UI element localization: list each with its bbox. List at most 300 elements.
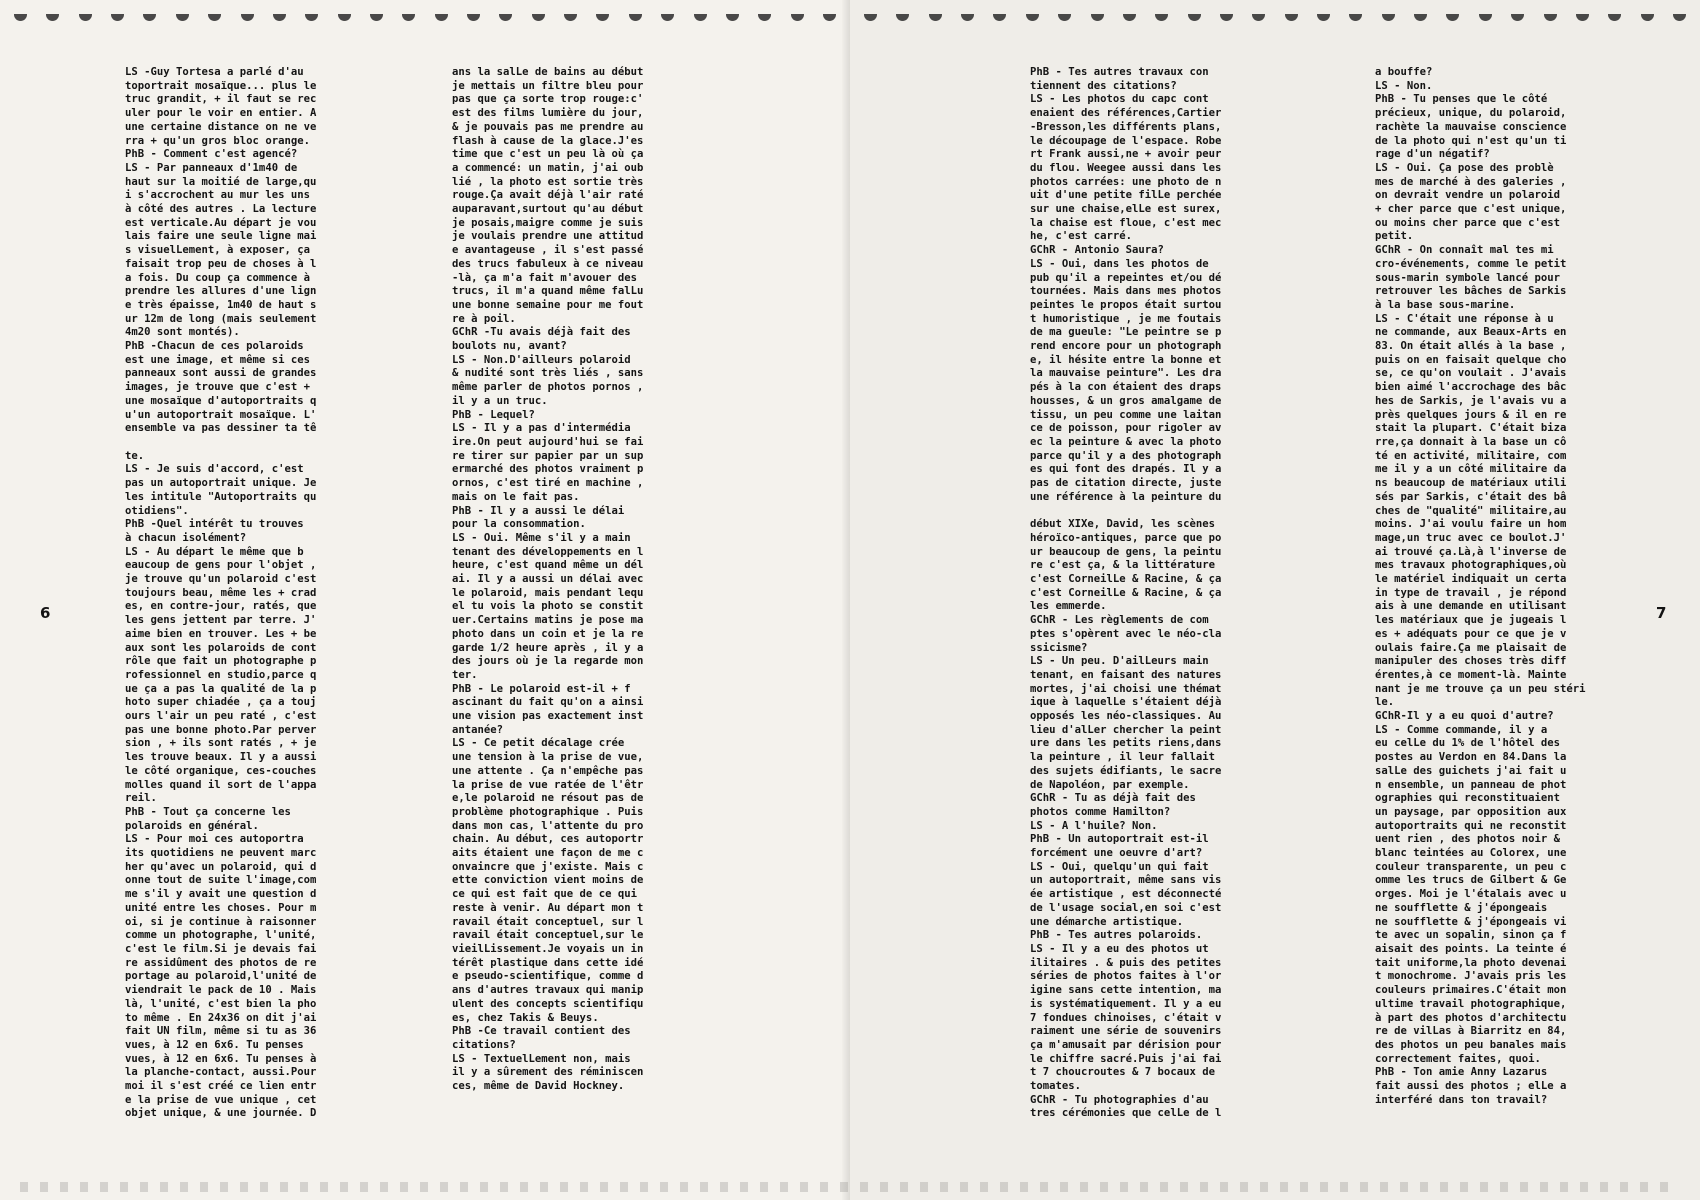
text-line: unité entre les choses. Pour m (125, 901, 317, 914)
text-line: housses, & un gros amalgame de (1030, 394, 1222, 407)
text-line: trucs, il m'a quand même falLu (452, 285, 644, 298)
text-line: ographies qui reconstituaient (1375, 792, 1560, 805)
text-line: séries de photos faites à l'or (1030, 970, 1222, 983)
text-line: de l'usage social,en soi c'est (1030, 901, 1222, 914)
text-line: re tirer sur papier par un sup (452, 449, 644, 462)
binding-hole (208, 14, 221, 21)
binding-hole (929, 14, 942, 21)
text-line: ette conviction vient moins de (452, 874, 644, 887)
text-line: uer.Certains matins je pose ma (452, 614, 644, 627)
text-line: is systématiquement. Il y a eu (1030, 997, 1222, 1010)
text-line: chain. Au début, ces autoportr (452, 833, 644, 846)
text-line: le découpage de l'espace. Robe (1030, 134, 1222, 147)
column-4 (1375, 66, 1675, 1176)
binding-hole (993, 14, 1006, 21)
text-line: érentes,à ce moment-là. Mainte (1375, 668, 1567, 681)
text-line: une certaine distance on ne ve (125, 120, 317, 133)
text-line: re c'est ça, & la littérature (1030, 559, 1215, 572)
text-line: t monochrome. J'avais pris les (1375, 970, 1567, 983)
binding-hole (1058, 14, 1071, 21)
text-line: dans mon cas, l'attente du pro (452, 819, 644, 832)
text-line: ultime travail photographique, (1375, 997, 1567, 1010)
binding-hole (823, 14, 836, 21)
binding-hole (435, 14, 448, 21)
text-line: petit. (1375, 230, 1414, 243)
text-line: LS - Non. (1375, 79, 1433, 92)
text-line: eaucoup de gens pour l'objet , (125, 559, 317, 572)
text-line: problème photographique . Puis (452, 805, 644, 818)
text-line: une mosaïque d'autoportraits q (125, 394, 317, 407)
text-line: la prise de vue ratée de l'êtr (452, 778, 644, 791)
text-line: le matériel indiquait un certa (1375, 573, 1567, 586)
text-line: LS - Oui. Ça pose des problè (1375, 161, 1554, 174)
text-line: tissu, un peu comme une laitan (1030, 408, 1222, 421)
text-line: c'est le film.Si je devais fai (125, 943, 317, 955)
text-line: es qui font des drapés. Il y a (1030, 463, 1222, 476)
text-line: PhB - Lequel? (452, 408, 535, 421)
text-line: rra + qu'un gros bloc orange. (125, 134, 310, 147)
text-line: ure dans les petits riens,dans (1030, 737, 1222, 750)
text-line: les trouve beaux. Il y a aussi (125, 751, 317, 764)
text-line: une vision pas exactement inst (452, 710, 644, 723)
text-line: in type de travail , je répond (1375, 586, 1567, 599)
text-line: ai. Il y a aussi un délai avec (452, 573, 644, 586)
binding-hole (1091, 14, 1104, 21)
text-line: une bonne semaine pour me fout (452, 298, 644, 311)
text-line: des sujets édifiants, le sacre (1030, 764, 1222, 777)
text-line: PhB - Tu penses que le côté (1375, 93, 1548, 106)
text-line: ne commande, aux Beaux-Arts en (1375, 326, 1567, 339)
text-line: GChR - On connaît mal tes mi (1375, 244, 1554, 257)
text-line: LS - C'était une réponse à u (1375, 312, 1554, 325)
text-line: e très épaisse, 1m40 de haut s (125, 298, 317, 311)
binding-hole (402, 14, 415, 21)
text-line: LS - Par panneaux d'1m40 de (125, 161, 298, 174)
text-line: près quelques jours & il en re (1375, 408, 1567, 421)
text-line: LS - Oui. Même s'il y a main (452, 531, 631, 544)
text-line: ans d'autres travaux qui manip (452, 984, 644, 997)
text-line: reil. (125, 792, 157, 805)
text-line: ur 12m de long (mais seulement (125, 312, 317, 325)
text-line: & nudité sont très liés , sans (452, 367, 644, 380)
text-line: rre,ça donnait à la base un cô (1375, 435, 1567, 448)
text-line: ire.On peut aujourd'hui se fai (452, 435, 644, 448)
text-line: e la prise de vue unique , cet (125, 1093, 317, 1106)
page-number-left: 6 (40, 604, 51, 622)
text-line: rôle que fait un photographe p (125, 655, 317, 668)
text-line: des jours où je la regarde mon (452, 655, 644, 668)
text-line: ter. (452, 668, 478, 681)
text-line: panneaux sont aussi de grandes (125, 367, 317, 380)
text-line: LS - A l'huile? Non. (1030, 819, 1158, 832)
text-line: GChR - Antonio Saura? (1030, 244, 1164, 257)
text-line: interféré dans ton travail? (1375, 1093, 1548, 1106)
text-line: photos comme Hamilton? (1030, 805, 1171, 818)
text-line: pub qu'il a repeintes et/ou dé (1030, 271, 1222, 284)
text-line: je mettais un filtre bleu pour (452, 79, 644, 92)
text-line: t 7 choucroutes & 7 bocaux de (1030, 1066, 1215, 1079)
text-line: e pseudo-scientifique, comme d (452, 970, 644, 983)
text-line: ns beaucoup de matériaux utili (1375, 477, 1567, 490)
text-line: un paysage, par opposition aux (1375, 805, 1567, 818)
text-line: boulots nu, avant? (452, 340, 567, 353)
text-line: aisait des points. La teinte é (1375, 943, 1567, 955)
text-line: images, je trouve que c'est + (125, 381, 310, 394)
text-line: es, en contre-jour, ratés, que (125, 600, 317, 613)
text-line: salLe des guichets j'ai fait u (1375, 764, 1567, 777)
text-line: comme un photographe, l'unité, (125, 929, 317, 942)
text-line: re de vilLas à Biarritz en 84, (1375, 1025, 1567, 1038)
binding-holes (14, 14, 836, 30)
binding-hole (1414, 14, 1427, 21)
text-line: photo dans un coin et je la re (452, 627, 644, 640)
text-line: vues, à 12 en 6x6. Tu penses à (125, 1052, 317, 1065)
text-line: c'est CorneilLe & Racine, & ça (1030, 586, 1222, 599)
text-line: est une image, et même si ces (125, 353, 310, 366)
text-line: les gens jettent par terre. J' (125, 614, 317, 627)
text-line: il y a un truc. (452, 394, 548, 407)
text-line: blanc teintées au Colorex, une (1375, 847, 1567, 860)
text-line: a commencé: un matin, j'ai oub (452, 161, 644, 174)
text-line: ces, même de David Hockney. (452, 1080, 625, 1093)
text-line: ermarché des photos vraiment p (452, 463, 644, 476)
text-line: à la base sous-marine. (1375, 298, 1516, 311)
text-line: mortes, j'ai choisi une thémat (1030, 682, 1222, 695)
text-line: cro-événements, comme le petit (1375, 257, 1567, 270)
text-line: t humoristique , je me foutais (1030, 312, 1222, 325)
text-line: garde 1/2 heure après , il y a (452, 641, 644, 654)
text-line: rage d'un négatif? (1375, 148, 1490, 161)
binding-hole (241, 14, 254, 21)
text-line: manipuler des choses très diff (1375, 655, 1567, 668)
binding-hole (661, 14, 674, 21)
binding-holes (864, 14, 1686, 30)
text-line: LS - Au départ le même que b (125, 545, 304, 558)
column-3 (1030, 66, 1330, 1176)
text-line: otidiens". (125, 504, 189, 517)
text-line: haut sur la moitié de large,qu (125, 175, 317, 188)
binding-hole (467, 14, 480, 21)
text-line: précieux, unique, du polaroid, (1375, 107, 1567, 120)
text-line: la planche-contact, aussi.Pour (125, 1066, 317, 1079)
binding-hole (596, 14, 609, 21)
binding-hole (1544, 14, 1557, 21)
text-line: le polaroid, mais pendant lequ (452, 586, 644, 599)
binding-hole (1446, 14, 1459, 21)
text-line: n ensemble, un panneau de phot (1375, 778, 1567, 791)
text-line: antanée? (452, 723, 504, 736)
text-line: moi il s'est créé ce lien entr (125, 1080, 317, 1093)
text-line: u'un autoportrait mosaïque. L' (125, 408, 317, 421)
text-line: uit d'une petite filLe perchée (1030, 189, 1222, 202)
binding-hole (111, 14, 124, 21)
text-line: oulais faire.Ça me plaisait de (1375, 641, 1567, 654)
text-line: toujours beau, même les + crad (125, 586, 317, 599)
right-page (850, 0, 1700, 1200)
text-line: i s'accrochent au mur les uns (125, 189, 310, 202)
text-line: LS - Les photos du capc cont (1030, 93, 1209, 106)
text-line: moins. J'ai voulu faire un hom (1375, 518, 1567, 531)
text-line: correctement faites, quoi. (1375, 1052, 1541, 1065)
text-line: à côté des autres . La lecture (125, 203, 317, 216)
binding-hole (1576, 14, 1589, 21)
binding-hole (1382, 14, 1395, 21)
text-line: tomates. (1030, 1080, 1082, 1093)
text-line: me s'il y avait une question d (125, 888, 317, 901)
text-line: ur beaucoup de gens, la peintu (1030, 545, 1222, 558)
text-line: fait UN film, même si tu as 36 (125, 1025, 317, 1038)
text-line: est verticale.Au départ je vou (125, 216, 317, 229)
text-line: lié , la photo est sortie très (452, 175, 644, 188)
text-line: ssicisme? (1030, 641, 1088, 654)
binding-hole (726, 14, 739, 21)
text-line: parce qu'il y a des photograph (1030, 449, 1222, 462)
text-line: couleur transparente, un peu c (1375, 860, 1567, 873)
text-line: ue ça a pas la qualité de la p (125, 682, 317, 695)
text-line: onne tout de suite l'image,com (125, 874, 317, 887)
text-line: térêt plastique dans cette idé (452, 956, 644, 969)
text-line: GChR - Tu as déjà fait des (1030, 792, 1196, 805)
text-line: mage,un truc avec ce boulot.J' (1375, 531, 1567, 544)
binding-hole (1220, 14, 1233, 21)
text-line: PhB - Il y a aussi le délai (452, 504, 625, 517)
text-line: eu celLe du 1% de l'hôtel des (1375, 737, 1560, 750)
text-line: LS - Comme commande, il y a (1375, 723, 1548, 736)
text-line: GChR -Tu avais déjà fait des (452, 326, 631, 339)
text-line: LS - Il y a pas d'intermédia (452, 422, 631, 435)
text-line: -Bresson,les différents plans, (1030, 120, 1222, 133)
binding-hole (14, 14, 27, 21)
text-line: début XIXe, David, les scènes (1030, 518, 1215, 531)
binding-hole (1479, 14, 1492, 21)
text-line: & je pouvais pas me prendre au (452, 120, 644, 133)
binding-hole (1511, 14, 1524, 21)
text-line: la chaise est floue, c'est mec (1030, 216, 1222, 229)
text-line: fait aussi des photos ; elLe a (1375, 1080, 1567, 1093)
text-line: vues, à 12 en 6x6. Tu penses (125, 1038, 304, 1051)
text-line: ais à une demande en utilisant (1375, 600, 1567, 613)
text-line: ée artistique , est déconnecté (1030, 888, 1222, 901)
text-line: un autoportrait, même sans vis (1030, 874, 1222, 887)
text-line: tres cérémonies que celLe de l (1030, 1107, 1222, 1120)
text-line: a bouffe? (1375, 66, 1433, 78)
text-line: 83. On était allés à la base , (1375, 340, 1567, 353)
text-line: hes de Sarkis, je l'avais vu a (1375, 394, 1567, 407)
text-line: sur une chaise,elLe est surex, (1030, 203, 1222, 216)
text-line: ensemble va pas dessiner ta tê (125, 422, 317, 435)
text-line: ascinant du fait qu'on a ainsi (452, 696, 644, 709)
text-line: je trouve qu'un polaroid c'est (125, 573, 317, 586)
text-line: ça m'amusait par dérision pour (1030, 1038, 1222, 1051)
binding-hole (864, 14, 877, 21)
text-line: une démarche artistique. (1030, 915, 1184, 928)
text-line: enaient des références,Cartier (1030, 107, 1222, 120)
text-line: des trucs fabuleux à ce niveau (452, 257, 644, 270)
text-line: time que c'est un peu là où ça (452, 148, 644, 161)
text-line: tait uniforme,la photo devenai (1375, 956, 1567, 969)
text-line: photos carrées: une photo de n (1030, 175, 1222, 188)
text-line: tiennent des citations? (1030, 79, 1177, 92)
text-line: nant je me trouve ça un peu stéri (1375, 682, 1586, 695)
binding-hole (1317, 14, 1330, 21)
text-line: sion , + ils sont ratés , + je (125, 737, 317, 750)
text-line: -là, ça m'a fait m'avouer des (452, 271, 637, 284)
text-line: PhB - Un autoportrait est-il (1030, 833, 1209, 846)
text-line: PhB - Tes autres travaux con (1030, 66, 1209, 78)
text-line: 4m20 sont montés). (125, 326, 240, 339)
text-line: pas un autoportrait unique. Je (125, 477, 317, 490)
text-line: s visuelLement, à exposer, ça (125, 244, 310, 257)
page-number-right: 7 (1656, 604, 1667, 622)
text-line: ours l'air un peu raté , c'est (125, 710, 317, 723)
text-line: une tension à la prise de vue, (452, 751, 644, 764)
text-line: uent rien , des photos noir & (1375, 833, 1560, 846)
text-line: le côté organique, ces-couches (125, 764, 317, 777)
text-line: its quotidiens ne peuvent marc (125, 847, 317, 860)
text-line: onvaincre que j'existe. Mais c (452, 860, 644, 873)
text-line: postes au Verdon en 84.Dans la (1375, 751, 1567, 764)
text-line: GChR - Les règlements de com (1030, 614, 1209, 627)
binding-hole (791, 14, 804, 21)
text-line: LS - TextuelLement non, mais (452, 1052, 631, 1065)
binding-hole (758, 14, 771, 21)
text-line: rend encore pour un photograph (1030, 340, 1222, 353)
text-line: peintes le propos était surtou (1030, 298, 1222, 311)
text-line: igine sans cette intention, ma (1030, 984, 1222, 997)
text-line: PhB -Ce travail contient des (452, 1025, 631, 1038)
text-line: le chiffre sacré.Puis j'ai fai (1030, 1052, 1222, 1065)
text-line: puis on en faisait quelque cho (1375, 353, 1567, 366)
text-line: e, il hésite entre la bonne et (1030, 353, 1222, 366)
text-line (125, 436, 425, 450)
text-line: ches de "qualité" militaire,au (1375, 504, 1567, 517)
text-line: es, chez Takis & Beuys. (452, 1011, 599, 1024)
text-line: te avec un sopalin, sinon ça f (1375, 929, 1567, 942)
text-line: ravail était conceptuel, sur l (452, 915, 644, 928)
binding-hole (79, 14, 92, 21)
binding-hole (176, 14, 189, 21)
text-line: raiment une série de souvenirs (1030, 1025, 1222, 1038)
text-line: ce de poisson, pour rigoler av (1030, 422, 1222, 435)
text-line: pés à la con étaient des draps (1030, 381, 1222, 394)
binding-hole (629, 14, 642, 21)
text-line: es + adéquats pour ce que je v (1375, 627, 1567, 640)
text-line: LS - Non.D'ailleurs polaroid (452, 353, 631, 366)
text-line: a fois. Du coup ça commence à (125, 271, 310, 284)
binding-hole (961, 14, 974, 21)
binding-hole (499, 14, 512, 21)
text-line: objet unique, & une journée. D (125, 1107, 317, 1120)
text-line: portage au polaroid,l'unité de (125, 970, 317, 983)
text-line: se, ce qu'on voulait . J'avais (1375, 367, 1567, 380)
text-line: une référence à la peinture du (1030, 490, 1222, 503)
bottom-edge (20, 1182, 1680, 1192)
text-line: ne soufflette & j'épongeais vi (1375, 915, 1567, 928)
text-line: PhB - Ton amie Anny Lazarus (1375, 1066, 1548, 1079)
text-line: des photos un peu banales mais (1375, 1038, 1567, 1051)
text-line: re assidûment des photos de re (125, 956, 317, 969)
text-line: PhB - Comment c'est agencé? (125, 148, 298, 161)
text-line: à part des photos d'architectu (1375, 1011, 1567, 1024)
text-line: flash à cause de la glace.J'es (452, 134, 644, 147)
text-line: truc grandit, + il faut se rec (125, 93, 317, 106)
text-line: ne soufflette & j'épongeais (1375, 901, 1548, 914)
text-line: mais on le fait pas. (452, 490, 580, 503)
text-line: e avantageuse , il s'est passé (452, 244, 644, 257)
text-line: PhB - Le polaroid est-il + f (452, 682, 631, 695)
text-line: de la photo qui n'est qu'un ti (1375, 134, 1567, 147)
binding-hole (532, 14, 545, 21)
binding-hole (370, 14, 383, 21)
text-line: du flou. Weegee aussi dans les (1030, 161, 1222, 174)
text-line: la mauvaise peinture". Les dra (1030, 367, 1222, 380)
text-line: lieu d'alLer chercher la peint (1030, 723, 1222, 736)
column-1 (125, 66, 425, 1176)
text-line: de ma gueule: "Le peintre se p (1030, 326, 1222, 339)
text-line: 7 fondues chinoises, c'était v (1030, 1011, 1222, 1024)
text-line: + cher parce que c'est unique, (1375, 203, 1567, 216)
text-line: ulent des concepts scientifiqu (452, 997, 644, 1010)
text-line: té en activité, militaire, com (1375, 449, 1567, 462)
text-line: toportrait mosaïque... plus le (125, 79, 317, 92)
binding-hole (143, 14, 156, 21)
text-line: pas une bonne photo.Par perver (125, 723, 317, 736)
text-line: GChR-Il y a eu quoi d'autre? (1375, 710, 1554, 723)
text-line: pas que ça sorte trop rouge:c' (452, 93, 644, 106)
text-line: ravail était conceptuel,sur le (452, 929, 644, 942)
text-line: te. (125, 449, 145, 462)
text-line: el tu vois la photo se constit (452, 600, 644, 613)
text-line: polaroids en général. (125, 819, 259, 832)
text-line: les intitule "Autoportraits qu (125, 490, 317, 503)
text-line: les emmerde. (1030, 600, 1107, 613)
binding-hole (1349, 14, 1362, 21)
text-line: ou moins cher parce que c'est (1375, 216, 1560, 229)
text-line: reste à venir. Au départ mon t (452, 901, 644, 914)
text-line: LS - Un peu. D'ailLeurs main (1030, 655, 1209, 668)
text-line (1030, 505, 1330, 519)
text-line: mes de marché à des galeries , (1375, 175, 1567, 188)
text-line: LS - Pour moi ces autoportra (125, 833, 304, 846)
text-line: her qu'avec un polaroid, qui d (125, 860, 317, 873)
binding-hole (1673, 14, 1686, 21)
text-line: ec la peinture & avec la photo (1030, 435, 1222, 448)
text-line: LS - Il y a eu des photos ut (1030, 943, 1209, 955)
text-line: he, c'est carré. (1030, 230, 1133, 243)
text-line: PhB - Tes autres polaroids. (1030, 929, 1203, 942)
binding-hole (1608, 14, 1621, 21)
text-line: on devrait vendre un polaroid (1375, 189, 1560, 202)
binding-hole (1252, 14, 1265, 21)
text-line: il y a sûrement des réminiscen (452, 1066, 644, 1079)
text-line: lais faire une seule ligne mai (125, 230, 317, 243)
text-line: ptes s'opèrent avec le néo-cla (1030, 627, 1222, 640)
text-line: à chacun isolément? (125, 531, 247, 544)
text-line: PhB - Tout ça concerne les (125, 805, 291, 818)
text-line: tenant, en faisant des natures (1030, 668, 1222, 681)
text-line: ce qui est fait que de ce qui (452, 888, 637, 901)
binding-hole (46, 14, 59, 21)
text-line: c'est CorneilLe & Racine, & ça (1030, 573, 1222, 586)
text-line: tenant des développements en l (452, 545, 644, 558)
text-line: ique à laquelLe s'étaient déjà (1030, 696, 1222, 709)
text-line: hoto super chiadée , ça a touj (125, 696, 317, 709)
text-line: molles quand il sort de l'appa (125, 778, 317, 791)
text-line: ornos, c'est tiré en machine , (452, 477, 644, 490)
text-line: aits étaient une façon de me c (452, 847, 644, 860)
text-line: LS -Guy Tortesa a parlé d'au (125, 66, 304, 78)
text-line: omme les trucs de Gilbert & Ge (1375, 874, 1567, 887)
